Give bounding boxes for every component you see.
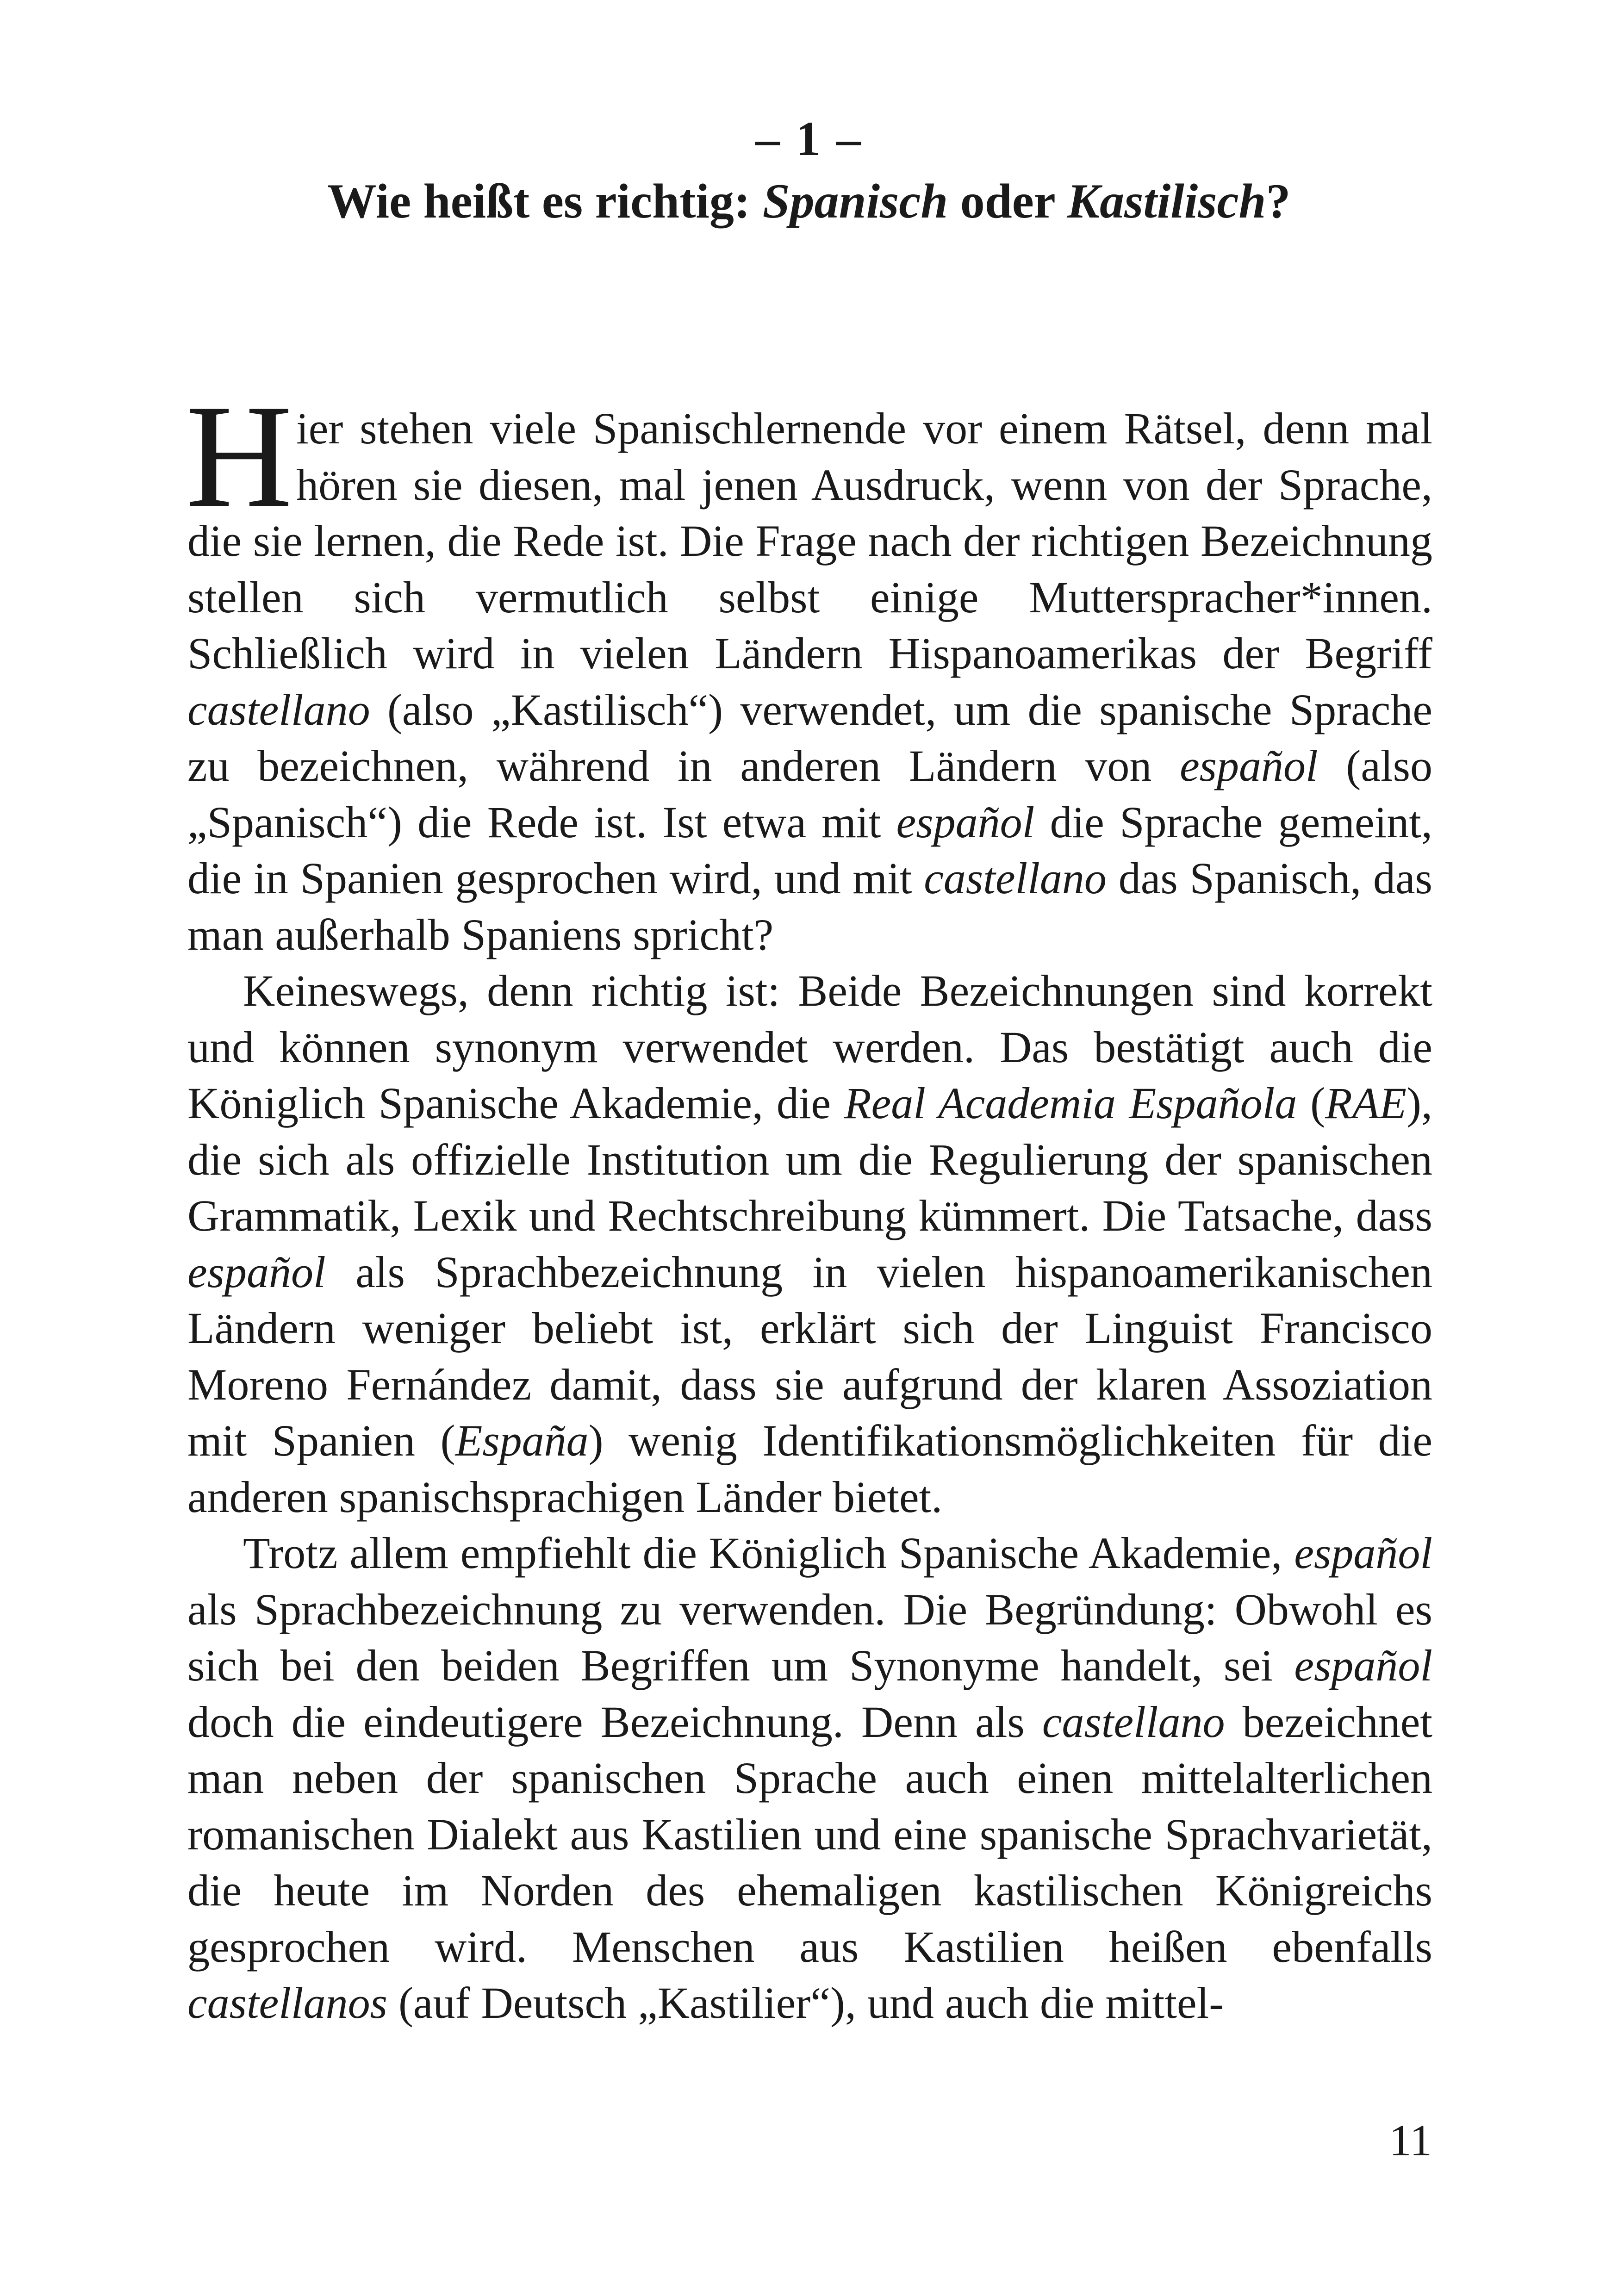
paragraph-3 [187, 1525, 1432, 2031]
paragraph-3-text: (auf Deutsch „Kastilier“), und auch die mittel- [387, 1978, 1224, 2028]
paragraph-2-text: als Sprachbezeichnung in vielen hispanoamerikanischen Ländern weniger beliebt ist, erklärt sich der Linguist Francisco Moreno Fernández damit, dass sie aufgrund der klaren Assoziation mit Spanien ( [187, 1247, 1432, 1465]
chapter-title-suffix: ? [1266, 174, 1291, 228]
term-espanol: español [1294, 1641, 1432, 1690]
chapter-title-term-spanisch: Spanisch [762, 174, 948, 228]
term-rae: RAE [1325, 1078, 1407, 1128]
paragraph-2-text: Keineswegs, denn richtig ist: Beide Bezeichnungen sind korrekt und können synonym verwendet werden. Das bestätigt auch die Königlich Spanische Akademie, die [187, 966, 1432, 1128]
term-espanol: español [896, 797, 1035, 847]
term-real-academia: Real Academia Española [844, 1078, 1297, 1128]
term-espanol: español [187, 1247, 326, 1297]
paragraph-3-text: Trotz allem empfiehlt die Königlich Spanische Akademie, [243, 1528, 1294, 1578]
paragraph-1-text: die Sprache gemeint, die in Spanien gesprochen wird, und mit [187, 797, 1433, 903]
chapter-title [0, 167, 1618, 236]
term-espanol: español [1294, 1528, 1432, 1578]
paragraph-2-text: ) wenig Identifikationsmöglichkeiten für die anderen spanischsprachigen Länder bietet. [187, 1416, 1433, 1522]
term-castellano: castellano [1042, 1697, 1225, 1747]
paragraph-2 [187, 963, 1432, 1525]
term-castellanos: castellanos [187, 1978, 387, 2028]
paragraph-1-text: ier stehen viele Spanischlernende vor einem Rätsel, denn mal hören sie diesen, mal jenen Ausdruck, wenn von der Sprache, die sie lernen, die Rede ist. Die Frage nach der richtigen Bezeichnung stellen sich vermutlich selbst einige Mutterspracher*innen. Schließlich wird in vielen Ländern Hispanoamerikas der Begriff [187, 404, 1432, 678]
term-espanol: español [1180, 741, 1318, 790]
chapter-title-prefix: Wie heißt es richtig: [327, 174, 763, 228]
body-text [186, 374, 1433, 2031]
term-castellano: castellano [187, 684, 370, 734]
chapter-title-middle: oder [948, 174, 1067, 228]
paragraph-1 [186, 374, 1433, 963]
paragraph-3-text: doch die eindeutigere Bezeichnung. Denn als [187, 1697, 1042, 1747]
paragraph-2-text: ( [1297, 1078, 1326, 1128]
chapter-title-term-kastilisch: Kastilisch [1067, 174, 1266, 228]
page-number: 11 [1389, 2116, 1432, 2165]
paragraph-1-text: (also „Spanisch“) die Rede ist. Ist etwa mit [187, 741, 1433, 847]
drop-cap: H [186, 374, 293, 538]
term-castellano: castellano [924, 853, 1107, 903]
paragraph-1-text: (also „Kastilisch“) verwendet, um die spanische Sprache zu bezeichnen, während in anderen Ländern von [187, 684, 1432, 790]
paragraph-3-text: bezeichnet man neben der spanischen Sprache auch einen mittelalterlichen romanischen Dialekt aus Kastilien und eine spanische Sprachvarietät, die heute im Norden des ehemaligen kastilischen Königreichs gesprochen wird. Menschen aus Kastilien heißen ebenfalls [187, 1697, 1432, 1972]
paragraph-2-text: ), die sich als offizielle Institution um die Regulierung der spanischen Grammatik, Lexik und Rechtschreibung kümmert. Die Tatsache, dass [187, 1078, 1433, 1240]
paragraph-3-text: als Sprachbezeichnung zu verwenden. Die Begründung: Obwohl es sich bei den beiden Begriffen um Synonyme handelt, sei [187, 1584, 1432, 1690]
paragraph-1-text: das Spanisch, das man außerhalb Spaniens spricht? [187, 853, 1433, 959]
chapter-number: – 1 – [755, 112, 863, 166]
term-espana: España [455, 1416, 589, 1465]
